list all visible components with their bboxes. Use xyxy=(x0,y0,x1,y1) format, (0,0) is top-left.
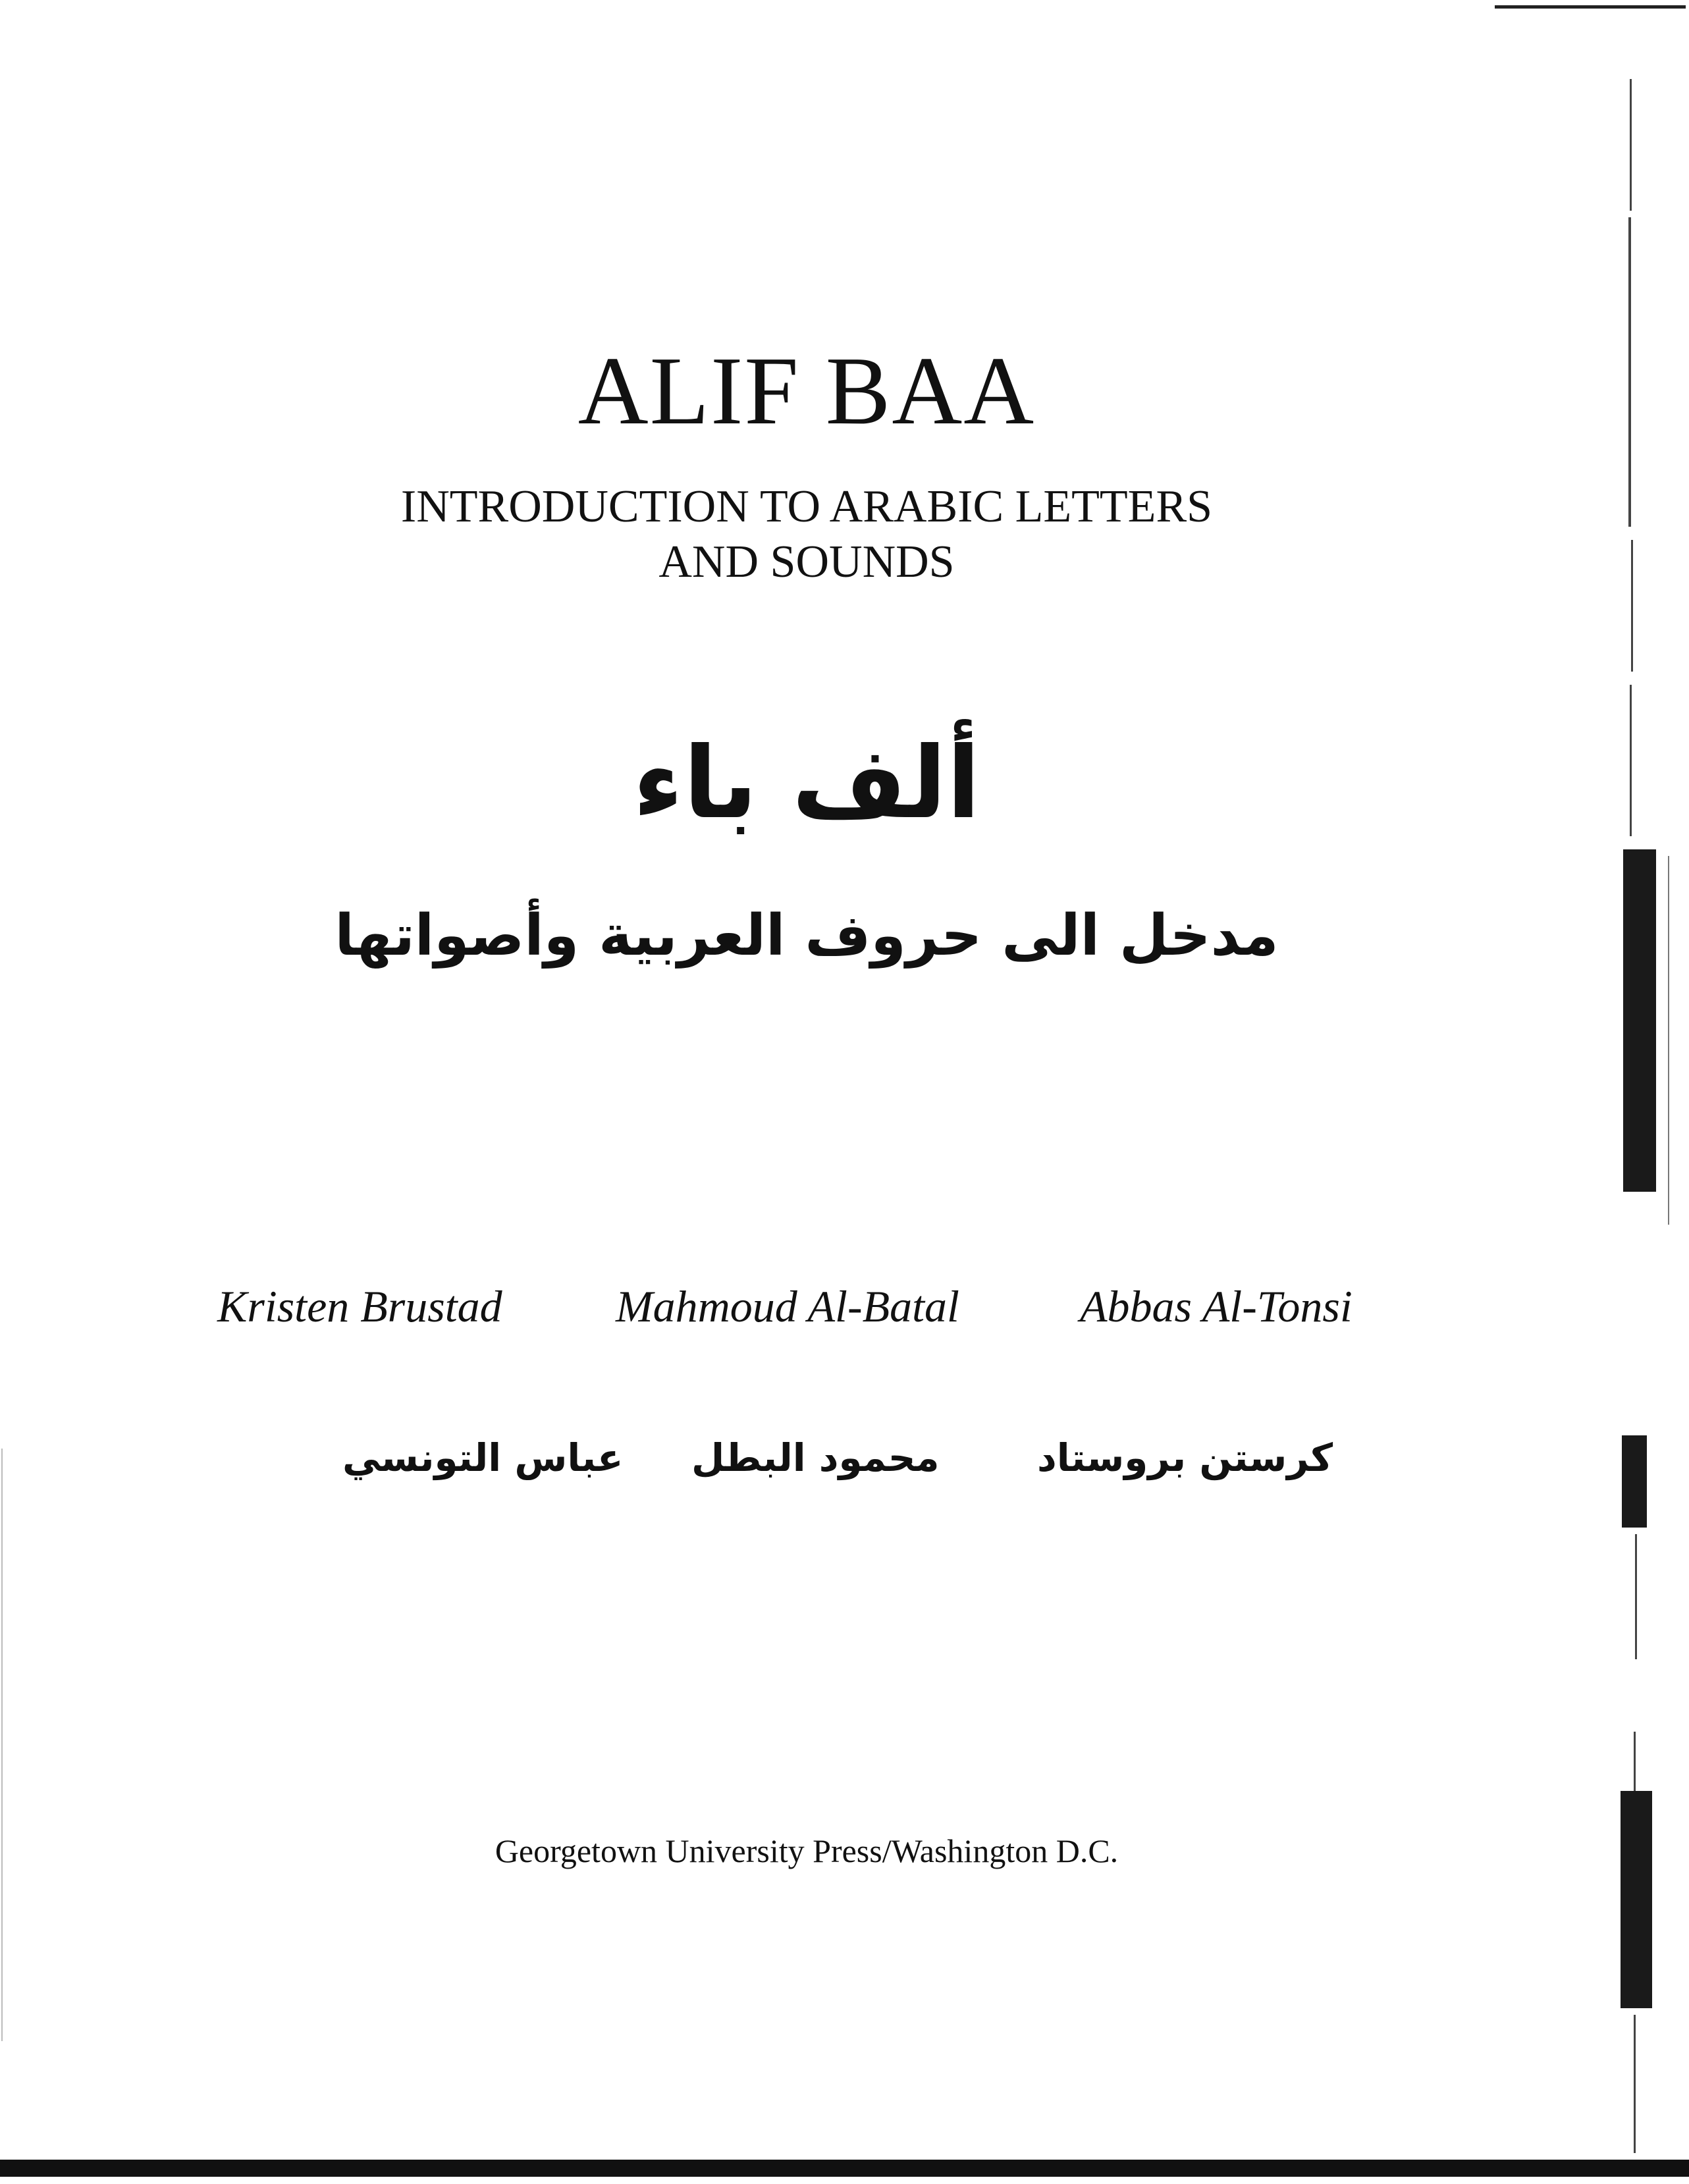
author-en-1: Kristen Brustad xyxy=(217,1281,502,1331)
book-title: ALIF BAA xyxy=(577,337,1036,445)
arabic-book-title: ألف باء xyxy=(633,726,980,841)
author-ar-3: عباس التونسي xyxy=(342,1435,624,1480)
author-en-2: Mahmoud Al-Batal xyxy=(616,1281,959,1331)
subtitle-line-1: INTRODUCTION TO ARABIC LETTERS xyxy=(400,481,1213,532)
authors-english xyxy=(0,1281,1689,1346)
arabic-book-subtitle: مدخل الى حروف العربية وأصواتها xyxy=(335,903,1279,969)
author-ar-1: كرستن بروستاد xyxy=(1037,1435,1333,1480)
binding-shadow xyxy=(1617,0,1689,2184)
author-en-3: Abbas Al-Tonsi xyxy=(1080,1281,1353,1331)
book-subtitle xyxy=(0,479,1613,590)
subtitle-line-2: AND SOUNDS xyxy=(658,537,955,587)
scan-edge-left xyxy=(1,1449,3,2041)
author-ar-2: محمود البطل xyxy=(691,1435,940,1480)
scan-edge-bottom xyxy=(0,2160,1689,2177)
authors-arabic xyxy=(0,1435,1689,1514)
publisher-line: Georgetown University Press/Washington D.C. xyxy=(495,1832,1119,1869)
